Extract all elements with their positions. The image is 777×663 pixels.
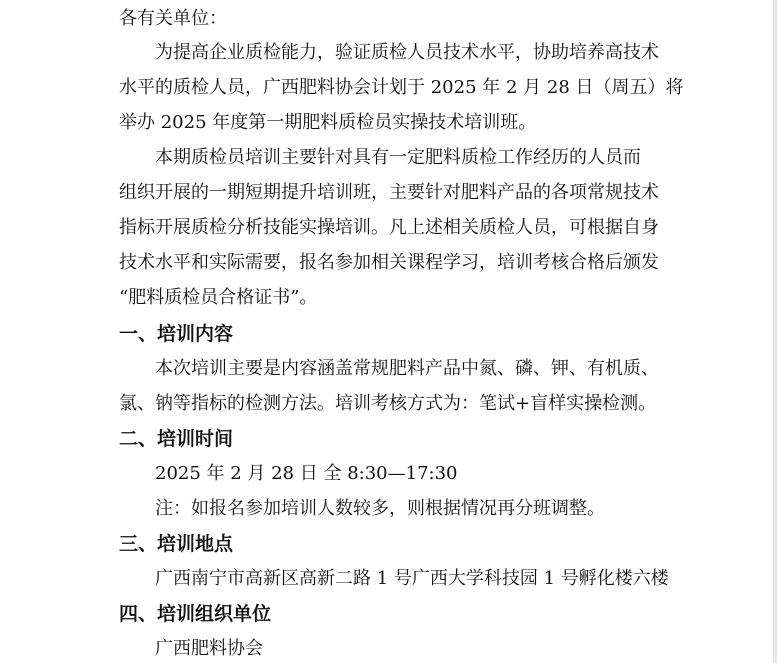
intro-paragraph-1-line-2: 水平的质检人员，广西肥料协会计划于 2025 年 2 月 28 日（周五）将: [119, 77, 684, 98]
section-heading-organizer: 四、培训组织单位: [119, 603, 272, 625]
intro-paragraph-2-line-2: 组织开展的一期短期提升培训班，主要针对肥料产品的各项常规技术: [119, 182, 659, 203]
section-heading-time: 二、培训时间: [119, 428, 234, 450]
intro-paragraph-2-line-4: 技术水平和实际需要，报名参加相关课程学习，培训考核合格后颁发: [119, 252, 659, 273]
intro-paragraph-1-line-3: 举办 2025 年度第一期肥料质检员实操技术培训班。: [119, 112, 537, 133]
section-heading-content: 一、培训内容: [119, 323, 234, 345]
page-edge: [773, 0, 777, 663]
intro-paragraph-2-line-1: 本期质检员培训主要针对具有一定肥料质检工作经历的人员而: [155, 147, 641, 168]
schedule-note: 注：如报名参加培训人数较多，则根据情况再分班调整。: [155, 498, 605, 519]
content-line-2: 氯、钠等指标的检测方法。培训考核方式为：笔试+盲样实操检测。: [119, 393, 657, 414]
training-schedule: 2025 年 2 月 28 日 全 8:30—17:30: [155, 463, 458, 484]
content-line-1: 本次培训主要是内容涵盖常规肥料产品中氮、磷、钾、有机质、: [155, 358, 659, 379]
intro-paragraph-1-line-1: 为提高企业质检能力，验证质检人员技术水平，协助培养高技术: [155, 42, 659, 63]
training-address: 广西南宁市高新区高新二路 1 号广西大学科技园 1 号孵化楼六楼: [155, 568, 669, 589]
organizer-name: 广西肥料协会: [155, 638, 263, 659]
intro-paragraph-2-line-3: 指标开展质检分析技能实操培训。凡上述相关质检人员，可根据自身: [119, 217, 659, 238]
intro-paragraph-2-line-5: “肥料质检员合格证书”。: [119, 287, 318, 308]
section-heading-location: 三、培训地点: [119, 533, 234, 555]
salutation: 各有关单位：: [119, 8, 227, 29]
